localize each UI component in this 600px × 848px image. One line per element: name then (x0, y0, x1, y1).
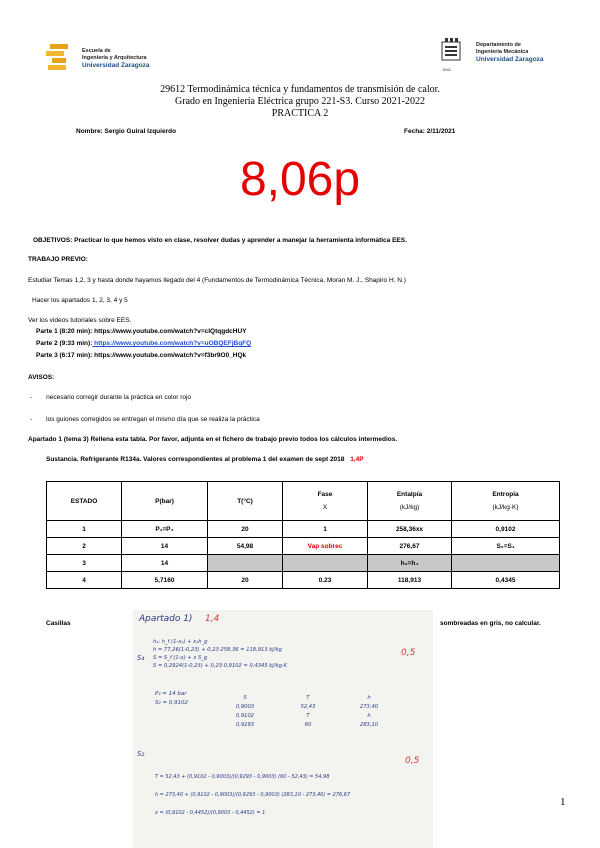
hw-col-h: h 273,40 h 283,10 (359, 695, 379, 728)
video-link-2[interactable]: https://www.youtube.com/watch?v=uOBQEFjBqFQ (92, 340, 252, 347)
seal-year: 1542 (442, 67, 451, 72)
header-estado: ESTADO (47, 482, 122, 521)
dim-line2: Ingeniería Mecánica (476, 49, 529, 55)
student-name: Nombre: Sergio Guiral Izquierdo (76, 128, 177, 135)
eina-line2: Ingeniería y Arquitectura (82, 55, 147, 61)
course-title: 29612 Termodinámica técnica y fundamentos de transmisión de calor. (160, 84, 440, 95)
hw-title: Apartado 1) (139, 614, 193, 624)
video-part-2: Parte 2 (9:33 min): https://www.youtube.com/watch?v=uOBQEFjBqFQ (36, 340, 252, 347)
hw-s2-line: x = (0,9102 - 0,4452)/(0,9003 - 0,4452) = 1 (155, 810, 266, 816)
hw-col-s: S 0,9003 0,9102 0,9293 (235, 695, 255, 728)
aviso-item-2: - los guiones corregidos se entregan el mismo día que se realiza la práctica (30, 416, 260, 423)
header-fase: Fase X (283, 482, 368, 521)
course-subtitle: Grado en Ingeniería Eléctrica grupo 221-S3. Curso 2021-2022 (175, 96, 425, 107)
hw-s2-given: P₂ = 14 bar (155, 691, 187, 697)
state-table (46, 481, 560, 589)
hw-title-score: 1,4 (205, 614, 220, 624)
eina-line1: Escuela de (82, 48, 111, 54)
university-seal-icon (440, 36, 462, 66)
header-entropia: Entropía (kJ/kg·K) (452, 482, 560, 521)
table-header-row (47, 482, 560, 521)
hw-s4-line: S = S_f (1-x) + x S_g (153, 655, 208, 661)
date: Fecha: 2/11/2021 (404, 128, 456, 135)
table-row: 2 14 54,98 Vap sobrec 276,67 S₂=S₁ (47, 538, 560, 555)
video-part-3: Parte 3 (6:17 min): https://www.youtube.com/watch?v=f3br9O0_HQk (36, 352, 247, 359)
hw-label-s2: S₂ (137, 750, 145, 758)
footer-right: sombreadas en gris, no calcular. (440, 620, 541, 627)
hw-s2-score: 0,5 (405, 756, 420, 766)
header-entalpia: Entalpía (kJ/kg) (368, 482, 452, 521)
objectives-label: OBJETIVOS: (33, 237, 73, 244)
videos-title: Ver los videos tutoriales sobre EES. (28, 317, 132, 324)
eina-logo (42, 42, 192, 78)
previo-title: TRABAJO PREVIO: (28, 256, 88, 263)
table-row: 1 P₁=P₄ 20 1 258,36xx 0,9102 (47, 521, 560, 538)
video-link-1[interactable]: https://www.youtube.com/watch?v=cIQtqgdcHUY (92, 328, 247, 335)
hw-s2-line: T = 52,43 + (0,9102 - 0,9003)/(0,9293 - 0,9003) (60 - 52,43) = 54,98 (155, 774, 330, 780)
video-link-3[interactable]: https://www.youtube.com/watch?v=f3br9O0_HQk (92, 352, 247, 359)
practice-title: PRACTICA 2 (271, 108, 329, 119)
table-row: 4 5,7160 20 0.23 118,913 0,4345 (47, 572, 560, 589)
avisos-title: AVISOS: (28, 374, 55, 381)
grade: 8,06p (239, 153, 361, 206)
video-part-1: Parte 1 (8:20 min): https://www.youtube.com/watch?v=cIQtqgdcHUY (36, 328, 247, 335)
page-number: 1 (560, 796, 566, 808)
hw-s4-line: h = 77,26(1-0,23) + 0,23·258,36 = 118,913 kJ/kg (153, 647, 282, 653)
dim-line3: Universidad Zaragoza (476, 56, 544, 63)
apartado1-text: Apartado 1 (tema 3) Rellena esta tabla. Por favor, adjunta en el fichero de trabajo previo todos los cálculos intermedios. (28, 436, 398, 443)
hw-col-t: T 52,43 T 60 (300, 695, 316, 728)
header-p: P(bar) (122, 482, 208, 521)
hw-label-s4: S₄ (137, 654, 145, 662)
dim-line1: Departamento de (476, 42, 521, 48)
eina-line3: Universidad Zaragoza (82, 62, 150, 69)
header-t: T(°C) (208, 482, 283, 521)
footer-left: Casillas (46, 620, 71, 627)
eina-logo-icon (42, 42, 76, 76)
substance-line: Sustancia. Refrigerante R134a. Valores correspondientes al problema 1 del examen de sept 2018 1,4P (46, 456, 364, 463)
previo-study: Estudiar Temas 1,2, 3 y hasta donde hayamos llegado del 4 (Fundamentos de Termodinámica Técnica. Moran M. J., Shapiro H. N.) (28, 277, 406, 284)
previo-do: Hacer los apartados 1, 2, 3, 4 y 5 (32, 297, 128, 304)
hw-s4-line: h₄: h_f (1-x₄) + x₄h_g (153, 639, 208, 645)
hw-s2-given: S₂ = 0,9102 (155, 700, 189, 706)
hw-s2-line: h = 273,40 + (0,9102 - 0,9003)/(0,9293 - 0,9003) (283,10 - 273,40) = 276,67 (155, 792, 351, 798)
hw-s4-line: S = 0,2924(1-0,23) + 0,23·0,9102 = 0,4345 kJ/kg·K (153, 663, 287, 669)
objectives-text: Practicar lo que hemos visto en clase, resolver dudas y aprender a manejar la herramienta informática EES. (72, 237, 407, 244)
hw-s4-score: 0,5 (401, 648, 416, 658)
apartado1-score: 1,4P (350, 456, 364, 463)
table-row: 3 14 h₃=h₄ (47, 555, 560, 572)
dim-logo (440, 36, 580, 76)
aviso-item-1: - necesario corregir durante la práctica en color rojo (30, 394, 192, 401)
handwritten-notes-photo (133, 610, 433, 848)
